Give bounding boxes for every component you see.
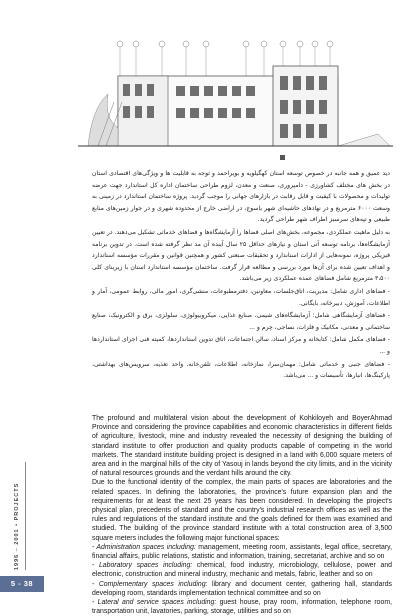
- list-item-body: management, meeting room, assistants, legal office, secretary, financial affairs, public relations, statistic and information, training, secretariat, archive and so on: [92, 543, 392, 561]
- sidebar-years: 1996 – 2001 • PROJECTS: [14, 482, 20, 570]
- persian-list-item: - فضاهای جنبی و خدماتی شامل: مهمان‌سرا، نمازخانه، اطلاعات، تلفن‌خانه، واحد تغذیه، سرویس‌های بهداشتی، پارکینگ‌ها، انبارها، تأسیسات و ... می‌باشد.: [92, 360, 390, 380]
- persian-list-item: - فضاهای اداری شامل: مدیریت، اتاق‌جلسات، معاونین، دفترمطبوعات، منشی‌گری، امور مالی، روابط عمومی، آمار و اطلاعات، آموزش، دبیرخانه، بایگانی.: [92, 287, 390, 307]
- list-item-body: chemical, food industry, microbiology, cellulose, power and electronic, construction and mineral industry, mechanic and metals, fabric, leather and so on: [92, 562, 392, 579]
- list-item-heading: - Laboratory spaces including:: [92, 562, 193, 570]
- persian-paragraph: به دلیل ماهیت عملکردی، مجموعه، بخش‌های اصلی فضاها را آزمایشگاه‌ها و فضاهای خدماتی تشکیل می‌دهند. در تعیین آزمایشگاه‌ها، برنامه توسعه آتی استان و نیازهای حداقل ۲۵ سال آینده آن مد نظر گرفته شده است. در تدوین برنامه فیزیکی پروژه، نمونه‌هایی از ادارات استاندارد و تحقیقات صنعتی کشور و همچنین قوانین و مقررات مؤسسه استاندارد و اهداف تعیین شده برای آن‌ها مورد بررسی و مطالعه قرار گرفت. ساختمان مؤسسه استاندارد استان با زیربنای کلی ۳،۵۰۰ مترمربع شامل فضاهای عمده عملکردی زیر می‌باشد.: [92, 228, 390, 283]
- persian-text: [92, 168, 390, 382]
- english-list-item: [92, 543, 392, 561]
- english-list-item: [92, 598, 392, 616]
- english-paragraph-spaces: Due to the functional identity of the complex, the main parts of spaces are laboratories and the related spaces. In defining the laboratories, the province's future expansion plan and the requirements for at least the next 25 years has been considered. In developing the project's physical plan, precedents of standard and the country's industrial research offices as well as the rules and regulations of the standard institute and the goals defined for them was examined and studied. The building of the province standard institute with a total construction area of 3,500 square meters includes the following major functional spaces:: [92, 479, 392, 542]
- english-text: [92, 414, 392, 616]
- figure-marker: [280, 155, 285, 160]
- english-paragraph-intro: The profound and multilateral vision about the development of Kohkiloyeh and BoyerAhmad Province and considering the province capabilities and economic characteristics in different fields of agriculture, livestock, mine and industry revealed the necessity of designing the building of standard institute to offer production and quality products capable of competing in the world markets. The standard institute building project is designed in a land with 6,000 square meters of area and in the marginal hills of the city of Yasouj in lands beyond the city limits, and in the vicinity of natural resources grounds and the verdant hills around the city.: [92, 415, 392, 478]
- list-item-body: guest house, pray room, information, telephone room, transportation unit, lavatories, parking, storage, utilities and so on: [92, 599, 392, 616]
- sidebar-year-start: 1996: [14, 553, 20, 570]
- list-item-body: library and document center, gathering hall, standards developing room, standards implementation technical committee and so on: [92, 580, 392, 597]
- page-sidebar: [0, 0, 44, 600]
- english-list-item: [92, 561, 392, 579]
- english-list-item: [92, 580, 392, 598]
- sidebar-vertical-label: [14, 474, 36, 570]
- persian-list-item: - فضاهای آزمایشگاهی شامل: آزمایشگاه‌های شیمی، صنایع غذایی، میکروبیولوژی، سلولزی، برق و الکترونیک، صنایع ساختمانی و معدنی، مکانیک و فلزات، نساجی، چرم و ...: [92, 312, 390, 331]
- list-item-heading: - Administration spaces including:: [92, 543, 196, 551]
- persian-list-item: - فضاهای مکمل شامل: کتابخانه و مرکز اسناد، سالن اجتماعات، اتاق تدوین استانداردها، کمیته فنی اجرای استانداردها و ...: [92, 336, 390, 355]
- sidebar-section-label: PROJECTS: [14, 482, 20, 521]
- list-item-heading: - Lateral and service spaces including:: [92, 599, 217, 607]
- page-number-tab: 5 - 38: [0, 576, 44, 592]
- building-elevation-drawing: [78, 38, 393, 158]
- persian-paragraph: دید عمیق و همه جانبه در خصوص توسعه استان کهگیلویه و بویراحمد و توجه به قابلیت ها و ویژگی‌های اقتصادی استان در بخش های مختلف کشاورزی - دامپروری، صنعت و معدن، لزوم طراحی ساختمان اداره کل استاندارد جهت عرضه تولیدات و محصولات با کیفیت و قابل رقابت در بازارهای جهانی را موجب گردید. پروژه ساختمان استاندارد در زمینی به وسعت ۶۰۰۰ مترمربع و در نهادهای حاشیه‌ای شهر یاسوج، در اراضی خارج از محدوده شهری و در جوار زمین‌های منابع طبیعی و تپه‌های سرسبز اطراف شهر طراحی گردید.: [92, 170, 390, 224]
- list-item-heading: - Complementary spaces including:: [92, 580, 208, 588]
- sidebar-year-end: 2001: [14, 528, 20, 545]
